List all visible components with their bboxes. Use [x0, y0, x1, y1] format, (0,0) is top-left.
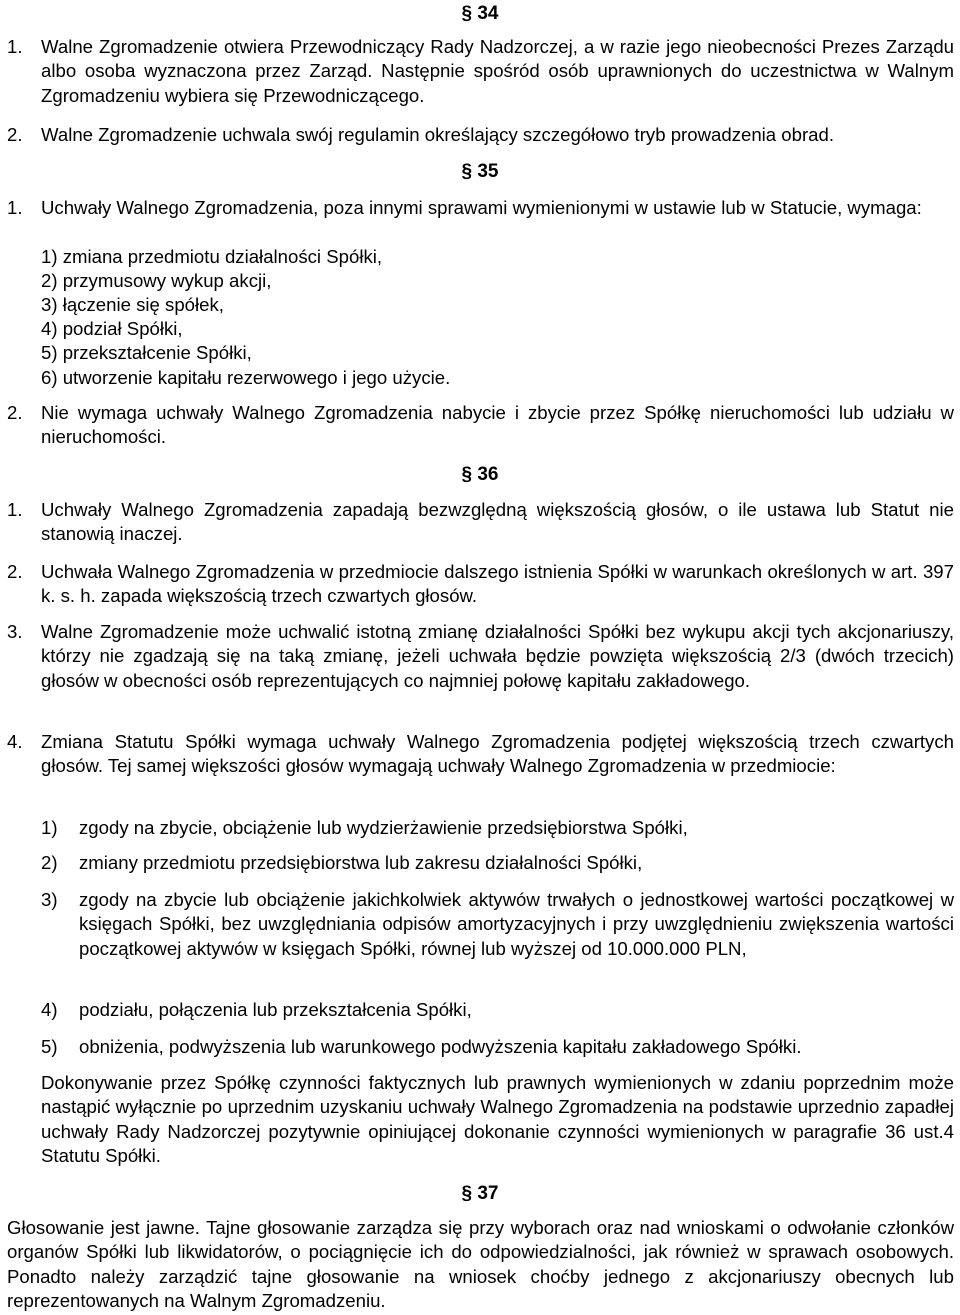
subitem-text: zmiany przedmiotu przedsiębiorstwa lub zakresu działalności Spółki,: [79, 852, 643, 873]
section-36-heading: § 36: [461, 464, 499, 485]
section-35-list-item-6: 6) utworzenie kapitału rezerwowego i jego użycie.: [41, 367, 451, 388]
section-35-paragraph-2: [0, 401, 954, 450]
paragraph-number: 1.: [7, 499, 23, 520]
section-36-paragraph-1: [0, 498, 954, 547]
paragraph-text: Uchwały Walnego Zgromadzenia zapadają bezwzględną większością głosów, o ile ustawa lub Statut nie stanowią inaczej.: [41, 499, 954, 545]
section-35-list-item-4: 4) podział Spółki,: [41, 318, 183, 339]
paragraph-text: Walne Zgromadzenie uchwala swój regulamin określający szczegółowo tryb prowadzenia obrad.: [41, 124, 835, 145]
section-35-list-item-1: 1) zmiana przedmiotu działalności Spółki,: [41, 246, 383, 267]
subitem-number: 4): [41, 999, 58, 1020]
section-35-list-item-3: 3) łączenie się spółek,: [41, 294, 224, 315]
paragraph-text: Walne Zgromadzenie może uchwalić istotną zmianę działalności Spółki bez wykupu akcji tych akcjonariuszy, którzy nie zgadzają się na taką zmianę, jeżeli uchwała będzie powzięta większością 2/3 (dwóch trzecich) głosów w obecności osób reprezentujących co najmniej połowę kapitału zakładowego.: [41, 621, 954, 691]
paragraph-number: 1.: [7, 36, 23, 57]
section-36-subitem-1: [41, 816, 954, 840]
paragraph-text: Uchwała Walnego Zgromadzenia w przedmiocie dalszego istnienia Spółki w warunkach określonych w art. 397 k. s. h. zapada większością trzech czwartych głosów.: [41, 561, 954, 607]
section-36-subitem-3: [41, 888, 954, 961]
paragraph-text: Zmiana Statutu Spółki wymaga uchwały Walnego Zgromadzenia podjętej większością trzech czwartych głosów. Tej samej większości głosów wymagają uchwały Walnego Zgromadzenia w przedmiocie:: [41, 731, 954, 777]
section-36-subitem-2: [41, 851, 954, 875]
paragraph-text: Nie wymaga uchwały Walnego Zgromadzenia nabycie i zbycie przez Spółkę nieruchomości lub udziału w nieruchomości.: [41, 402, 954, 448]
subitem-text: zgody na zbycie lub obciążenie jakichkolwiek aktywów trwałych o jednostkowej wartości początkowej w księgach Spółki, bez uwzględniania odpisów amortyzacyjnych i przy uwzględnieniu zwiększenia wartości początkowej aktywów w księgach Spółki, równej lub wyższej od 10.000.000 PLN,: [79, 889, 954, 959]
subitem-text: zgody na zbycie, obciążenie lub wydzierżawienie przedsiębiorstwa Spółki,: [79, 817, 688, 838]
paragraph-number: 4.: [7, 731, 23, 752]
subitem-number: 3): [41, 889, 58, 910]
subitem-number: 5): [41, 1036, 58, 1057]
section-36-subitem-4: [41, 998, 954, 1022]
section-37-heading: § 37: [461, 1183, 499, 1204]
paragraph-number: 3.: [7, 621, 23, 642]
paragraph-number: 2.: [7, 402, 23, 423]
section-36-paragraph-2: [0, 560, 954, 609]
paragraph-number: 1.: [7, 197, 23, 218]
section-34-heading: § 34: [461, 3, 499, 24]
section-35-list-item-2: 2) przymusowy wykup akcji,: [41, 270, 272, 291]
subitem-number: 1): [41, 817, 58, 838]
section-34-paragraph-2: [0, 123, 954, 147]
section-35-paragraph-1: [0, 196, 954, 220]
section-34-paragraph-1: [0, 35, 954, 108]
subitem-text: obniżenia, podwyższenia lub warunkowego podwyższenia kapitału zakładowego Spółki.: [79, 1036, 802, 1057]
paragraph-text: Walne Zgromadzenie otwiera Przewodniczący Rady Nadzorczej, a w razie jego nieobecności Prezes Zarządu albo osoba wyznaczona przez Zarząd. Następnie spośród osób uprawnionych do uczestnictwa w Walnym Zgromadzeniu wybiera się Przewodniczącego.: [41, 36, 954, 106]
section-35-heading: § 35: [461, 161, 499, 182]
subitem-text: podziału, połączenia lub przekształcenia Spółki,: [79, 999, 472, 1020]
section-36-closing-paragraph: Dokonywanie przez Spółkę czynności faktycznych lub prawnych wymienionych w zdaniu poprzednim może nastąpić wyłącznie po uprzednim uzyskaniu uchwały Walnego Zgromadzenia na podstawie uprzednio zapadłej uchwały Rady Nadzorczej pozytywnie opiniującej dokonanie czynności wymienionych w paragrafie 36 ust.4 Statutu Spółki.: [41, 1072, 954, 1167]
subitem-number: 2): [41, 852, 58, 873]
paragraph-number: 2.: [7, 124, 23, 145]
section-36-subitem-5: [41, 1035, 954, 1059]
paragraph-text: Uchwały Walnego Zgromadzenia, poza innymi sprawami wymienionymi w ustawie lub w Statucie, wymaga:: [41, 197, 922, 218]
section-36-paragraph-4: [0, 730, 954, 779]
paragraph-number: 2.: [7, 561, 23, 582]
section-35-list-item-5: 5) przekształcenie Spółki,: [41, 342, 252, 363]
section-36-paragraph-3: [0, 620, 954, 693]
section-37-paragraph: Głosowanie jest jawne. Tajne głosowanie zarządza się przy wyborach oraz nad wnioskami o odwołanie członków organów Spółki lub likwidatorów, o pociągnięcie ich do odpowiedzialności, jak również w sprawach osobowych. Ponadto należy zarządzić tajne głosowanie na wniosek choćby jednego z akcjonariuszy obecnych lub reprezentowanych na Walnym Zgromadzeniu.: [7, 1217, 954, 1312]
